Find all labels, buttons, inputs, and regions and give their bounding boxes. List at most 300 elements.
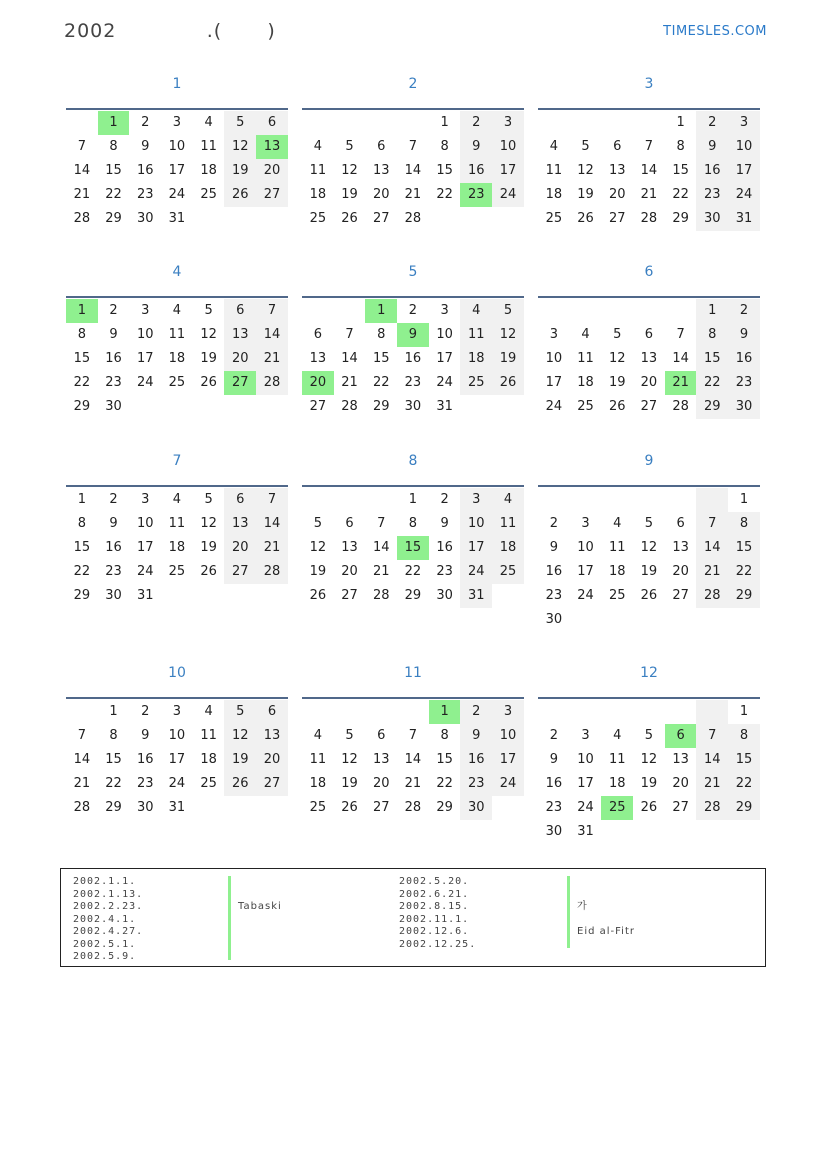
day-cell[interactable]: 30 [136,211,154,226]
day-cell[interactable]: 1 [440,115,449,130]
day-cell[interactable]: 20 [372,187,390,202]
day-cell[interactable]: 23 [460,772,492,796]
day-cell[interactable]: 23 [105,564,122,579]
day-cell[interactable]: 8 [440,139,449,154]
day-cell[interactable]: 3 [581,728,590,743]
day-cell[interactable]: 30 [404,399,422,414]
day-cell[interactable]: 6 [644,327,654,342]
day-cell[interactable]: 20 [372,776,390,791]
day-cell[interactable]: 27 [256,183,288,207]
day-cell[interactable]: 6 [377,139,386,154]
day-cell[interactable]: 6 [224,299,256,323]
day-cell[interactable]: 6 [676,516,685,531]
day-cell[interactable]: 10 [577,752,594,767]
day-cell[interactable]: 5 [224,700,256,724]
day-cell[interactable]: 4 [549,139,558,154]
day-cell[interactable]: 11 [460,323,492,347]
day-cell[interactable]: 18 [460,347,492,371]
day-cell[interactable]: 19 [309,564,327,579]
day-cell[interactable]: 12 [640,540,658,555]
day-cell[interactable]: 3 [492,700,524,724]
day-cell[interactable]: 11 [608,540,626,555]
day-cell[interactable]: 3 [549,327,558,342]
day-cell[interactable]: 29 [372,399,390,414]
day-cell[interactable]: 8 [109,139,118,154]
holiday-day-cell[interactable]: 6 [665,724,697,748]
day-cell[interactable]: 4 [204,704,213,719]
day-cell[interactable]: 1 [676,115,685,130]
day-cell[interactable]: 12 [577,163,594,178]
day-cell[interactable]: 27 [672,588,689,603]
day-cell[interactable]: 24 [460,560,492,584]
day-cell[interactable]: 25 [309,211,327,226]
day-cell[interactable]: 5 [345,139,354,154]
day-cell[interactable]: 16 [105,351,122,366]
day-cell[interactable]: 16 [545,564,563,579]
day-cell[interactable]: 14 [256,512,288,536]
day-cell[interactable]: 14 [404,163,422,178]
day-cell[interactable]: 15 [73,351,91,366]
day-cell[interactable]: 7 [256,488,288,512]
day-cell[interactable]: 18 [608,776,626,791]
day-cell[interactable]: 22 [696,371,728,395]
day-cell[interactable]: 5 [224,111,256,135]
day-cell[interactable]: 5 [204,303,213,318]
day-cell[interactable]: 18 [200,163,217,178]
day-cell[interactable]: 27 [372,800,390,815]
day-cell[interactable]: 21 [404,187,422,202]
day-cell[interactable]: 21 [404,776,422,791]
day-cell[interactable]: 28 [404,800,422,815]
day-cell[interactable]: 12 [200,516,217,531]
day-cell[interactable]: 2 [696,111,728,135]
day-cell[interactable]: 4 [313,728,322,743]
day-cell[interactable]: 18 [492,536,524,560]
day-cell[interactable]: 13 [640,351,658,366]
day-cell[interactable]: 4 [204,115,213,130]
day-cell[interactable]: 30 [105,588,122,603]
day-cell[interactable]: 19 [640,776,658,791]
day-cell[interactable]: 19 [341,776,358,791]
day-cell[interactable]: 3 [492,111,524,135]
day-cell[interactable]: 7 [377,516,386,531]
day-cell[interactable]: 24 [136,564,154,579]
day-cell[interactable]: 7 [676,327,685,342]
holiday-day-cell[interactable]: 23 [460,183,492,207]
day-cell[interactable]: 3 [440,303,449,318]
day-cell[interactable]: 23 [436,564,453,579]
day-cell[interactable]: 26 [492,371,524,395]
day-cell[interactable]: 31 [136,588,154,603]
day-cell[interactable]: 18 [309,776,327,791]
day-cell[interactable]: 15 [73,540,91,555]
day-cell[interactable]: 22 [73,375,91,390]
day-cell[interactable]: 27 [672,800,689,815]
day-cell[interactable]: 17 [492,159,524,183]
day-cell[interactable]: 21 [372,564,390,579]
day-cell[interactable]: 15 [105,752,122,767]
day-cell[interactable]: 17 [168,752,186,767]
day-cell[interactable]: 12 [608,351,626,366]
day-cell[interactable]: 25 [460,371,492,395]
day-cell[interactable]: 17 [577,776,594,791]
day-cell[interactable]: 7 [77,728,86,743]
day-cell[interactable]: 9 [460,724,492,748]
day-cell[interactable]: 21 [256,347,288,371]
day-cell[interactable]: 3 [460,488,492,512]
day-cell[interactable]: 15 [436,163,453,178]
day-cell[interactable]: 28 [73,211,91,226]
day-cell[interactable]: 25 [168,375,186,390]
day-cell[interactable]: 31 [577,824,594,839]
day-cell[interactable]: 17 [136,540,154,555]
day-cell[interactable]: 11 [309,752,327,767]
day-cell[interactable]: 14 [696,748,728,772]
day-cell[interactable]: 3 [581,516,590,531]
day-cell[interactable]: 18 [608,564,626,579]
day-cell[interactable]: 17 [460,536,492,560]
day-cell[interactable]: 2 [549,516,558,531]
day-cell[interactable]: 6 [224,488,256,512]
day-cell[interactable]: 11 [545,163,563,178]
day-cell[interactable]: 13 [224,512,256,536]
day-cell[interactable]: 23 [545,800,563,815]
day-cell[interactable]: 14 [73,752,91,767]
day-cell[interactable]: 3 [172,704,182,719]
day-cell[interactable]: 29 [696,395,728,419]
holiday-day-cell[interactable]: 21 [665,371,697,395]
day-cell[interactable]: 9 [728,323,760,347]
day-cell[interactable]: 7 [256,299,288,323]
day-cell[interactable]: 21 [341,375,358,390]
day-cell[interactable]: 30 [545,612,563,627]
day-cell[interactable]: 31 [460,584,492,608]
day-cell[interactable]: 21 [73,187,91,202]
day-cell[interactable]: 30 [136,800,154,815]
day-cell[interactable]: 26 [640,588,658,603]
day-cell[interactable]: 25 [309,800,327,815]
day-cell[interactable]: 25 [168,564,186,579]
day-cell[interactable]: 23 [136,187,154,202]
day-cell[interactable]: 25 [200,187,217,202]
day-cell[interactable]: 2 [109,303,118,318]
day-cell[interactable]: 21 [640,187,658,202]
day-cell[interactable]: 11 [168,327,186,342]
day-cell[interactable]: 27 [309,399,327,414]
day-cell[interactable]: 4 [172,492,182,507]
day-cell[interactable]: 12 [492,323,524,347]
day-cell[interactable]: 12 [200,327,217,342]
day-cell[interactable]: 23 [728,371,760,395]
day-cell[interactable]: 31 [436,399,453,414]
day-cell[interactable]: 29 [728,584,760,608]
holiday-day-cell[interactable]: 1 [365,299,397,323]
day-cell[interactable]: 12 [224,724,256,748]
day-cell[interactable]: 15 [728,748,760,772]
day-cell[interactable]: 27 [640,399,658,414]
day-cell[interactable]: 10 [436,327,453,342]
day-cell[interactable]: 22 [436,187,453,202]
day-cell[interactable]: 25 [577,399,594,414]
day-cell[interactable]: 28 [640,211,658,226]
day-cell[interactable]: 5 [613,327,622,342]
day-cell[interactable]: 30 [728,395,760,419]
day-cell[interactable]: 3 [728,111,760,135]
day-cell[interactable]: 13 [256,724,288,748]
day-cell[interactable]: 10 [492,724,524,748]
day-cell[interactable]: 4 [172,303,182,318]
day-cell[interactable]: 30 [436,588,453,603]
day-cell[interactable]: 29 [404,588,422,603]
day-cell[interactable]: 18 [577,375,594,390]
day-cell[interactable]: 8 [377,327,386,342]
day-cell[interactable]: 18 [200,752,217,767]
day-cell[interactable]: 22 [105,187,122,202]
day-cell[interactable]: 26 [577,211,594,226]
day-cell[interactable]: 25 [545,211,563,226]
day-cell[interactable]: 26 [341,800,358,815]
day-cell[interactable]: 8 [728,512,760,536]
day-cell[interactable]: 18 [545,187,563,202]
day-cell[interactable]: 2 [440,492,449,507]
day-cell[interactable]: 12 [309,540,327,555]
day-cell[interactable]: 24 [492,772,524,796]
day-cell[interactable]: 5 [644,728,654,743]
day-cell[interactable]: 2 [141,704,150,719]
day-cell[interactable]: 20 [672,776,689,791]
day-cell[interactable]: 31 [728,207,760,231]
day-cell[interactable]: 16 [696,159,728,183]
day-cell[interactable]: 19 [492,347,524,371]
day-cell[interactable]: 19 [577,187,594,202]
day-cell[interactable]: 23 [545,588,563,603]
day-cell[interactable]: 20 [224,347,256,371]
day-cell[interactable]: 25 [200,776,217,791]
day-cell[interactable]: 19 [224,748,256,772]
day-cell[interactable]: 27 [256,772,288,796]
day-cell[interactable]: 5 [644,516,654,531]
holiday-day-cell[interactable]: 25 [601,796,633,820]
day-cell[interactable]: 11 [577,351,594,366]
day-cell[interactable]: 10 [136,327,154,342]
day-cell[interactable]: 3 [172,115,182,130]
day-cell[interactable]: 4 [460,299,492,323]
holiday-day-cell[interactable]: 1 [429,700,461,724]
holiday-day-cell[interactable]: 27 [224,371,256,395]
day-cell[interactable]: 12 [224,135,256,159]
day-cell[interactable]: 28 [696,584,728,608]
holiday-day-cell[interactable]: 13 [256,135,288,159]
day-cell[interactable]: 7 [696,724,728,748]
day-cell[interactable]: 20 [672,564,689,579]
day-cell[interactable]: 4 [581,327,590,342]
day-cell[interactable]: 8 [77,516,86,531]
day-cell[interactable]: 12 [341,752,358,767]
day-cell[interactable]: 1 [109,704,118,719]
day-cell[interactable]: 14 [341,351,358,366]
day-cell[interactable]: 10 [492,135,524,159]
day-cell[interactable]: 8 [728,724,760,748]
day-cell[interactable]: 5 [492,299,524,323]
day-cell[interactable]: 1 [77,492,86,507]
day-cell[interactable]: 21 [256,536,288,560]
day-cell[interactable]: 17 [545,375,563,390]
day-cell[interactable]: 29 [73,399,91,414]
day-cell[interactable]: 1 [739,704,749,719]
day-cell[interactable]: 10 [728,135,760,159]
holiday-day-cell[interactable]: 1 [66,299,98,323]
day-cell[interactable]: 1 [739,492,749,507]
day-cell[interactable]: 5 [581,139,590,154]
day-cell[interactable]: 10 [545,351,563,366]
day-cell[interactable]: 2 [141,115,150,130]
day-cell[interactable]: 18 [309,187,327,202]
day-cell[interactable]: 4 [613,728,622,743]
day-cell[interactable]: 28 [672,399,689,414]
day-cell[interactable]: 21 [696,560,728,584]
day-cell[interactable]: 14 [372,540,390,555]
day-cell[interactable]: 28 [372,588,390,603]
day-cell[interactable]: 9 [109,327,118,342]
day-cell[interactable]: 17 [436,351,453,366]
day-cell[interactable]: 25 [492,560,524,584]
day-cell[interactable]: 11 [200,139,217,154]
day-cell[interactable]: 9 [440,516,449,531]
day-cell[interactable]: 9 [141,728,150,743]
day-cell[interactable]: 10 [577,540,594,555]
day-cell[interactable]: 2 [460,111,492,135]
day-cell[interactable]: 24 [168,776,186,791]
day-cell[interactable]: 21 [696,772,728,796]
day-cell[interactable]: 19 [341,187,358,202]
day-cell[interactable]: 6 [256,111,288,135]
day-cell[interactable]: 24 [577,588,594,603]
day-cell[interactable]: 16 [136,163,154,178]
day-cell[interactable]: 7 [345,327,354,342]
day-cell[interactable]: 28 [73,800,91,815]
day-cell[interactable]: 15 [728,536,760,560]
day-cell[interactable]: 28 [256,560,288,584]
day-cell[interactable]: 13 [341,540,358,555]
day-cell[interactable]: 23 [105,375,122,390]
day-cell[interactable]: 26 [200,375,217,390]
day-cell[interactable]: 7 [77,139,86,154]
day-cell[interactable]: 8 [676,139,685,154]
day-cell[interactable]: 20 [224,536,256,560]
day-cell[interactable]: 26 [608,399,626,414]
day-cell[interactable]: 15 [436,752,453,767]
day-cell[interactable]: 3 [141,303,150,318]
day-cell[interactable]: 2 [109,492,118,507]
day-cell[interactable]: 29 [728,796,760,820]
day-cell[interactable]: 22 [372,375,390,390]
day-cell[interactable]: 8 [696,323,728,347]
day-cell[interactable]: 24 [136,375,154,390]
day-cell[interactable]: 28 [696,796,728,820]
day-cell[interactable]: 12 [640,752,658,767]
day-cell[interactable]: 6 [256,700,288,724]
day-cell[interactable]: 16 [460,748,492,772]
day-cell[interactable]: 28 [341,399,358,414]
day-cell[interactable]: 7 [408,728,418,743]
day-cell[interactable]: 22 [672,187,689,202]
day-cell[interactable]: 19 [608,375,626,390]
day-cell[interactable]: 15 [105,163,122,178]
day-cell[interactable]: 2 [549,728,558,743]
day-cell[interactable]: 6 [313,327,322,342]
day-cell[interactable]: 6 [345,516,354,531]
day-cell[interactable]: 26 [224,183,256,207]
day-cell[interactable]: 16 [105,540,122,555]
day-cell[interactable]: 24 [436,375,453,390]
day-cell[interactable]: 11 [168,516,186,531]
day-cell[interactable]: 11 [200,728,217,743]
day-cell[interactable]: 5 [345,728,354,743]
day-cell[interactable]: 19 [200,351,217,366]
day-cell[interactable]: 2 [460,700,492,724]
holiday-day-cell[interactable]: 1 [98,111,130,135]
day-cell[interactable]: 22 [728,560,760,584]
holiday-day-cell[interactable]: 20 [302,371,334,395]
holiday-day-cell[interactable]: 9 [397,323,429,347]
day-cell[interactable]: 13 [309,351,327,366]
day-cell[interactable]: 14 [256,323,288,347]
day-cell[interactable]: 27 [341,588,358,603]
day-cell[interactable]: 23 [404,375,422,390]
day-cell[interactable]: 16 [728,347,760,371]
day-cell[interactable]: 29 [105,800,122,815]
day-cell[interactable]: 10 [460,512,492,536]
day-cell[interactable]: 17 [492,748,524,772]
day-cell[interactable]: 10 [168,139,186,154]
day-cell[interactable]: 17 [728,159,760,183]
day-cell[interactable]: 23 [136,776,154,791]
day-cell[interactable]: 13 [672,540,689,555]
day-cell[interactable]: 22 [105,776,122,791]
day-cell[interactable]: 10 [136,516,154,531]
day-cell[interactable]: 14 [404,752,422,767]
day-cell[interactable]: 26 [640,800,658,815]
day-cell[interactable]: 24 [492,183,524,207]
day-cell[interactable]: 30 [545,824,563,839]
day-cell[interactable]: 5 [313,516,322,531]
day-cell[interactable]: 4 [313,139,322,154]
day-cell[interactable]: 13 [372,163,390,178]
day-cell[interactable]: 3 [141,492,150,507]
day-cell[interactable]: 7 [408,139,418,154]
day-cell[interactable]: 12 [341,163,358,178]
day-cell[interactable]: 22 [728,772,760,796]
day-cell[interactable]: 13 [672,752,689,767]
day-cell[interactable]: 31 [168,800,186,815]
day-cell[interactable]: 9 [549,752,558,767]
day-cell[interactable]: 14 [672,351,689,366]
day-cell[interactable]: 4 [492,488,524,512]
day-cell[interactable]: 26 [200,564,217,579]
day-cell[interactable]: 29 [436,800,453,815]
day-cell[interactable]: 16 [136,752,154,767]
day-cell[interactable]: 26 [224,772,256,796]
day-cell[interactable]: 1 [408,492,418,507]
day-cell[interactable]: 18 [168,540,186,555]
day-cell[interactable]: 1 [696,299,728,323]
day-cell[interactable]: 21 [73,776,91,791]
day-cell[interactable]: 25 [608,588,626,603]
day-cell[interactable]: 31 [168,211,186,226]
day-cell[interactable]: 8 [77,327,86,342]
day-cell[interactable]: 19 [640,564,658,579]
day-cell[interactable]: 2 [728,299,760,323]
